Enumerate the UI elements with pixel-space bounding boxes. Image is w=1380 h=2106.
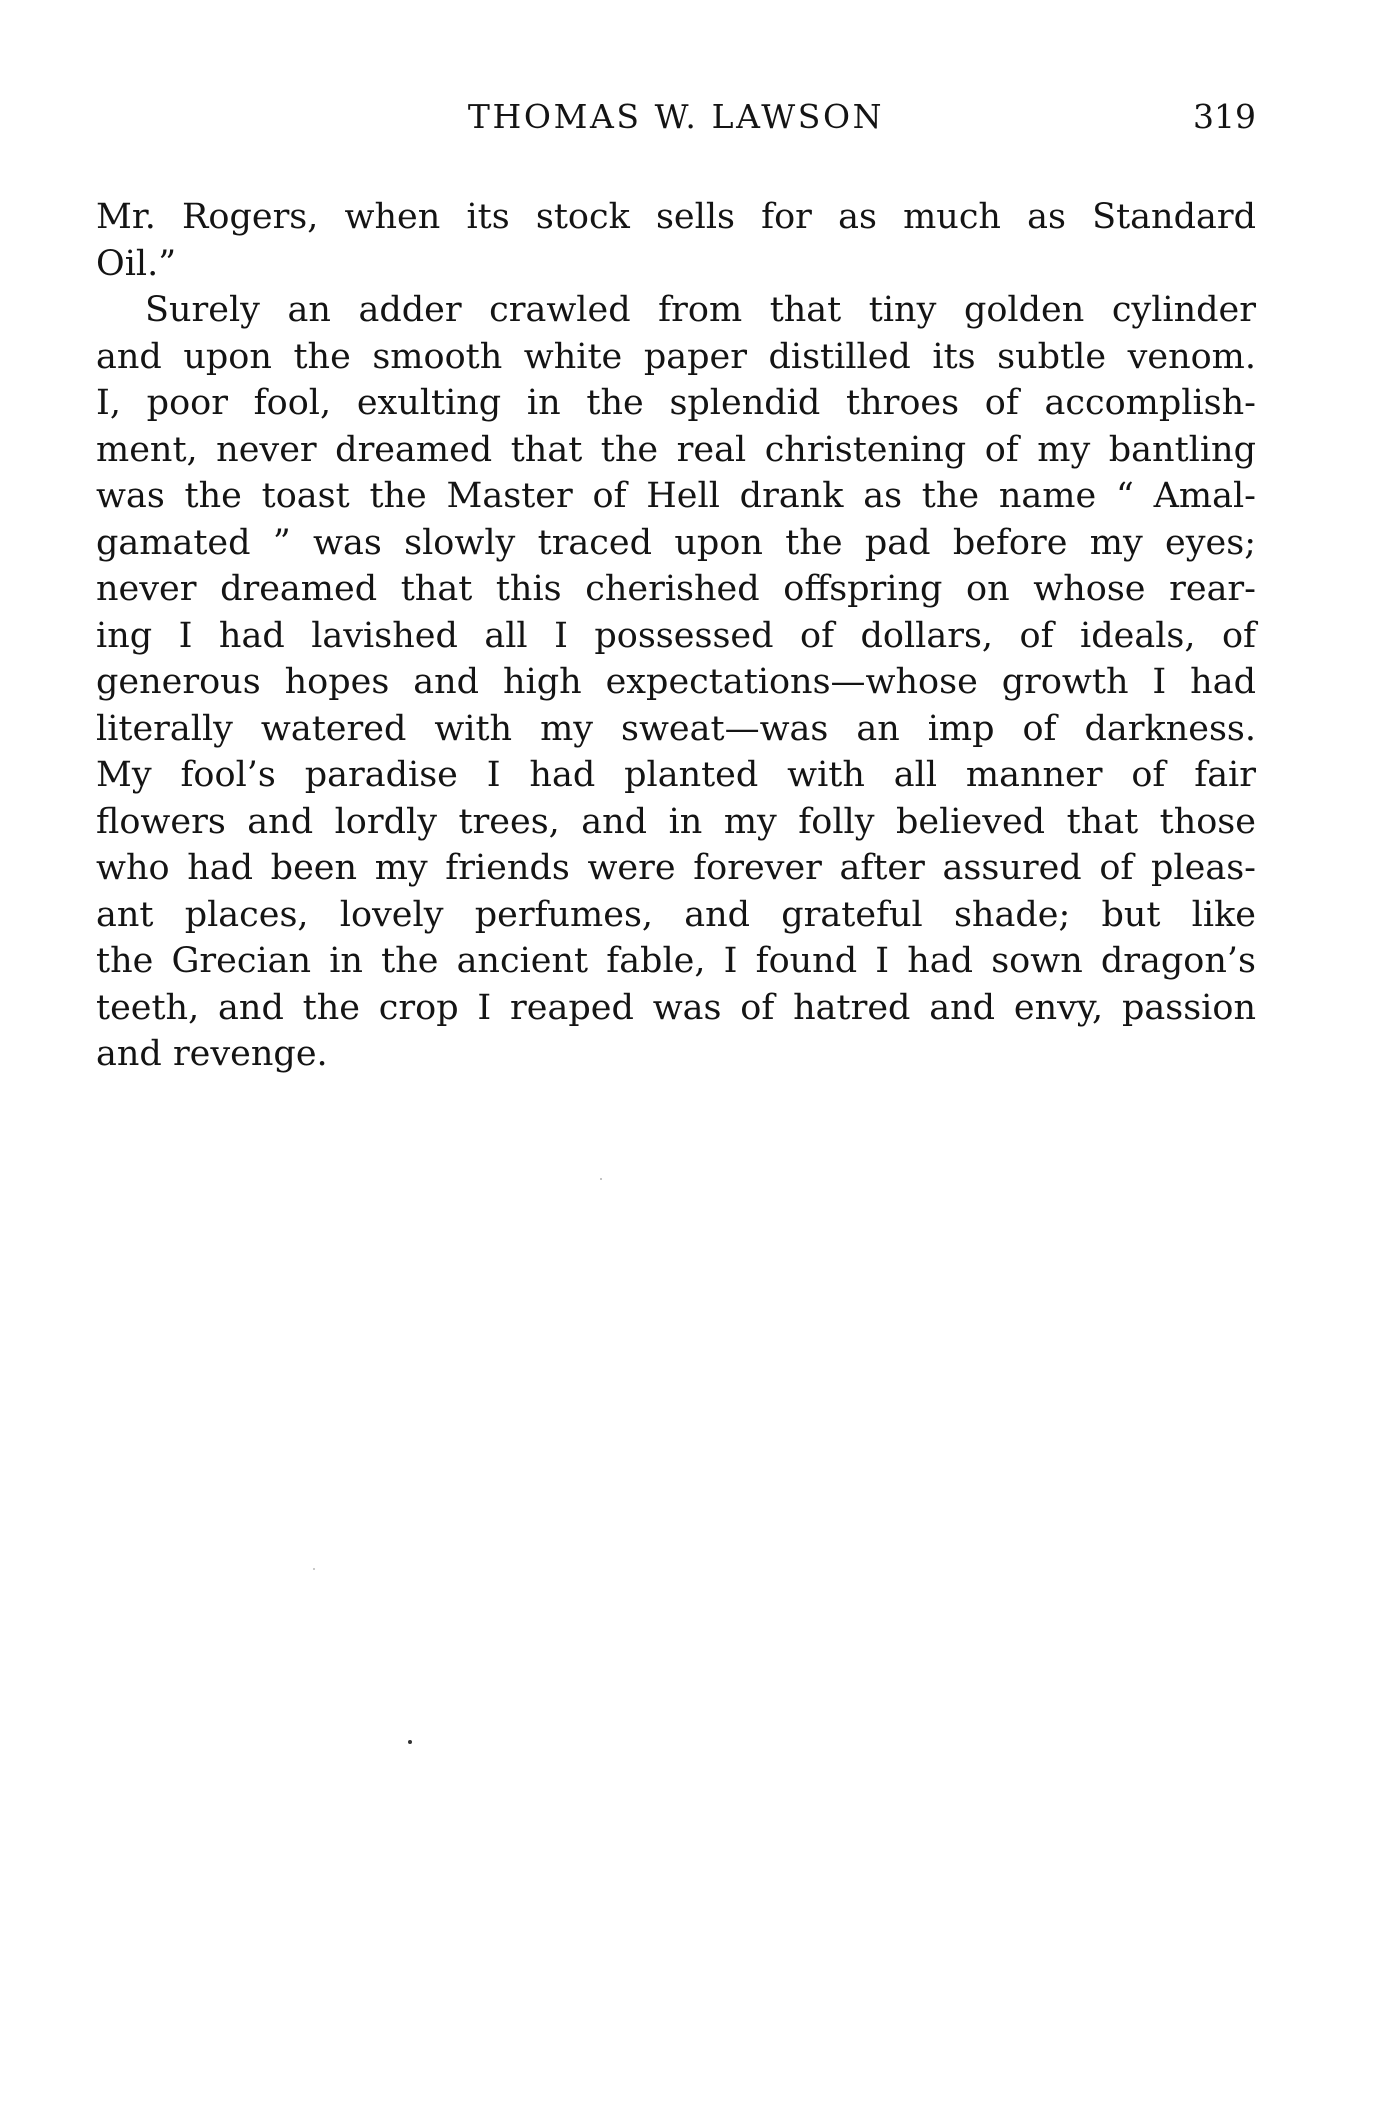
text-line: teeth, and the crop I reaped was of hatred and envy, passion bbox=[96, 987, 1256, 1028]
text-line: never dreamed that this cherished offspring on whose rear- bbox=[96, 569, 1256, 609]
body-text bbox=[96, 194, 1256, 1078]
running-title: THOMAS W. LAWSON bbox=[467, 97, 885, 136]
text-line: the Grecian in the ancient fable, I found I had sown dragon’s bbox=[96, 941, 1256, 981]
text-line: generous hopes and high expectations—whose growth I had bbox=[96, 662, 1256, 702]
text-line: and upon the smooth white paper distilled its subtle venom. bbox=[96, 336, 1256, 377]
text-line: and revenge. bbox=[96, 1034, 328, 1074]
text-line: I, poor fool, exulting in the splendid throes of accomplish- bbox=[96, 383, 1256, 423]
text-line: ing I had lavished all I possessed of dollars, of ideals, of bbox=[96, 615, 1256, 656]
text-line: Oil.” bbox=[96, 243, 177, 284]
text-line: was the toast the Master of Hell drank as the name “ Amal- bbox=[96, 476, 1256, 516]
text-line: who had been my friends were forever after assured of pleas- bbox=[96, 848, 1256, 888]
scan-speck bbox=[313, 1568, 315, 1570]
text-line: gamated ” was slowly traced upon the pad before my eyes; bbox=[96, 522, 1256, 563]
text-line: ant places, lovely perfumes, and grateful shade; but like bbox=[96, 894, 1256, 935]
text-line: My fool’s paradise I had planted with all manner of fair bbox=[96, 755, 1256, 795]
text-line: Surely an adder crawled from that tiny golden cylinder bbox=[145, 290, 1256, 330]
scan-speck bbox=[600, 1178, 602, 1180]
text-line: ment, never dreamed that the real christening of my bantling bbox=[96, 429, 1256, 470]
text-line: Mr. Rogers, when its stock sells for as much as Standard bbox=[96, 197, 1256, 237]
text-line: literally watered with my sweat—was an imp of darkness. bbox=[96, 708, 1256, 749]
text-line: flowers and lordly trees, and in my folly believed that those bbox=[96, 801, 1256, 842]
running-head bbox=[96, 92, 1256, 142]
page-number: 319 bbox=[1193, 97, 1256, 136]
scan-speck bbox=[408, 1740, 412, 1744]
